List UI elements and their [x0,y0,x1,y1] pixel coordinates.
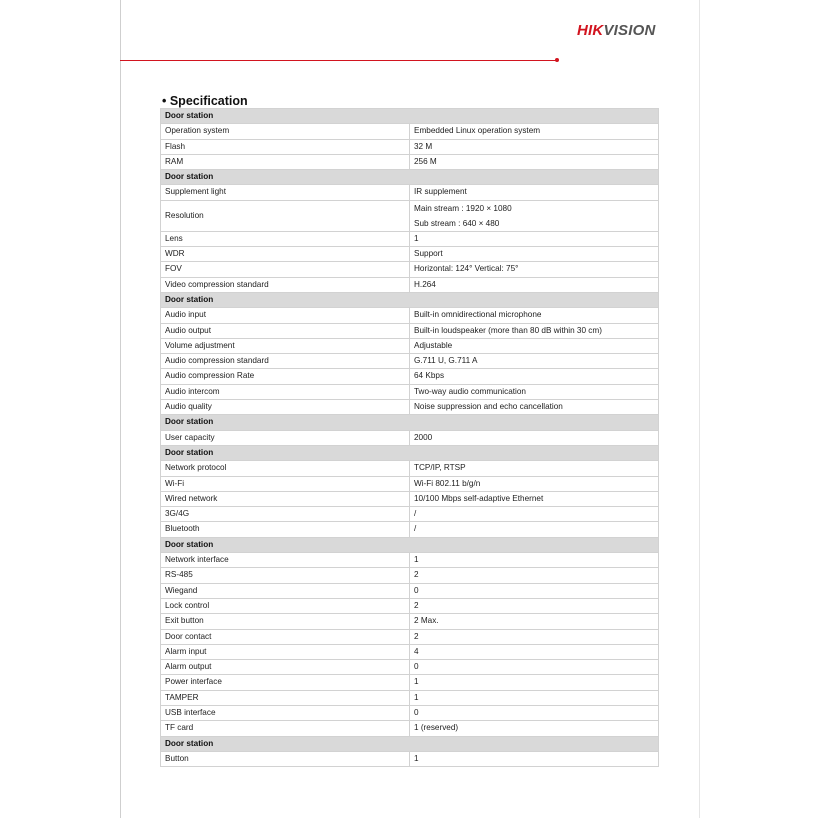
section-header-row [161,170,659,185]
spec-value: 256 M [410,154,659,169]
spec-value: 1 [410,751,659,766]
spec-row [161,614,659,629]
spec-value: 2 [410,629,659,644]
spec-value: G.711 U, G.711 A [410,354,659,369]
hikvision-logo [577,22,655,39]
spec-key: Alarm input [161,644,410,659]
section-header-row [161,445,659,460]
spec-row [161,124,659,139]
spec-value: 0 [410,705,659,720]
spec-value: 64 Kbps [410,369,659,384]
spec-row [161,384,659,399]
spec-row [161,323,659,338]
spec-key: Button [161,751,410,766]
spec-key: Flash [161,139,410,154]
spec-value: 2000 [410,430,659,445]
spec-key: TAMPER [161,690,410,705]
logo-text-part2: VISION [603,22,656,39]
spec-value: Embedded Linux operation system [410,124,659,139]
spec-key: Audio compression Rate [161,369,410,384]
spec-value: 10/100 Mbps self-adaptive Ethernet [410,491,659,506]
spec-value [410,200,659,231]
spec-key: Lens [161,231,410,246]
spec-value: Built-in omnidirectional microphone [410,308,659,323]
spec-key: Bluetooth [161,522,410,537]
spec-row [161,690,659,705]
spec-key: Audio input [161,308,410,323]
spec-value: TCP/IP, RTSP [410,461,659,476]
spec-row [161,522,659,537]
spec-key: Operation system [161,124,410,139]
spec-key: 3G/4G [161,507,410,522]
spec-key: Exit button [161,614,410,629]
section-header: Door station [161,736,659,751]
section-header-row [161,415,659,430]
spec-row [161,338,659,353]
spec-value: Two-way audio communication [410,384,659,399]
spec-value: Wi-Fi 802.11 b/g/n [410,476,659,491]
spec-key: USB interface [161,705,410,720]
spec-key: Audio quality [161,400,410,415]
spec-key: Lock control [161,598,410,613]
spec-row [161,231,659,246]
section-heading: • Specification [162,94,248,108]
spec-row [161,369,659,384]
spec-row [161,675,659,690]
spec-key: Audio output [161,323,410,338]
header-rule-dot [555,58,559,62]
spec-row [161,507,659,522]
section-header: Door station [161,292,659,307]
spec-row [161,461,659,476]
section-header-row [161,292,659,307]
spec-value: / [410,522,659,537]
spec-key: Supplement light [161,185,410,200]
section-header: Door station [161,415,659,430]
spec-row [161,277,659,292]
spec-row [161,476,659,491]
specification-table [160,108,659,767]
section-header: Door station [161,445,659,460]
logo-text-part1: HIK [577,22,604,39]
spec-key: Volume adjustment [161,338,410,353]
spec-row [161,629,659,644]
header-rule [120,60,556,61]
spec-row [161,247,659,262]
spec-key: Video compression standard [161,277,410,292]
spec-key: Resolution [161,200,410,231]
spec-row [161,660,659,675]
spec-value: Adjustable [410,338,659,353]
section-header-row [161,537,659,552]
spec-row [161,721,659,736]
spec-row [161,598,659,613]
spec-value: H.264 [410,277,659,292]
spec-row [161,751,659,766]
spec-value: 32 M [410,139,659,154]
spec-row [161,354,659,369]
spec-value: 2 [410,568,659,583]
spec-key: Audio intercom [161,384,410,399]
spec-value: 1 [410,553,659,568]
spec-key: User capacity [161,430,410,445]
spec-value: 0 [410,583,659,598]
section-header-row [161,736,659,751]
specification-table-body [161,109,659,767]
spec-row [161,430,659,445]
spec-key: WDR [161,247,410,262]
spec-value: Noise suppression and echo cancellation [410,400,659,415]
spec-row [161,308,659,323]
spec-value-line: Sub stream : 640 × 480 [414,218,500,228]
spec-key: Audio compression standard [161,354,410,369]
section-header: Door station [161,537,659,552]
spec-key: RAM [161,154,410,169]
section-header: Door station [161,109,659,124]
spec-row [161,705,659,720]
spec-row [161,583,659,598]
spec-row [161,553,659,568]
spec-value: IR supplement [410,185,659,200]
spec-key: Door contact [161,629,410,644]
spec-key: Wiegand [161,583,410,598]
spec-value: 1 (reserved) [410,721,659,736]
spec-value: 2 Max. [410,614,659,629]
spec-row [161,154,659,169]
section-header: Door station [161,170,659,185]
spec-row [161,185,659,200]
spec-value: Built-in loudspeaker (more than 80 dB within 30 cm) [410,323,659,338]
spec-key: Alarm output [161,660,410,675]
spec-value: 1 [410,231,659,246]
spec-value: Support [410,247,659,262]
spec-row [161,139,659,154]
spec-value-line: Main stream : 1920 × 1080 [414,203,512,213]
spec-key: Power interface [161,675,410,690]
spec-row [161,262,659,277]
spec-row [161,400,659,415]
spec-key: Network interface [161,553,410,568]
spec-key: Network protocol [161,461,410,476]
spec-key: TF card [161,721,410,736]
spec-key: Wired network [161,491,410,506]
spec-value: 1 [410,675,659,690]
spec-key: RS-485 [161,568,410,583]
spec-value: 2 [410,598,659,613]
spec-row [161,568,659,583]
spec-key: FOV [161,262,410,277]
spec-row [161,491,659,506]
spec-value: Horizontal: 124° Vertical: 75° [410,262,659,277]
section-header-row [161,109,659,124]
spec-row [161,644,659,659]
spec-value: 0 [410,660,659,675]
spec-row [161,200,659,231]
spec-value: / [410,507,659,522]
spec-value: 4 [410,644,659,659]
spec-key: Wi-Fi [161,476,410,491]
spec-value: 1 [410,690,659,705]
page-edge [699,0,700,818]
